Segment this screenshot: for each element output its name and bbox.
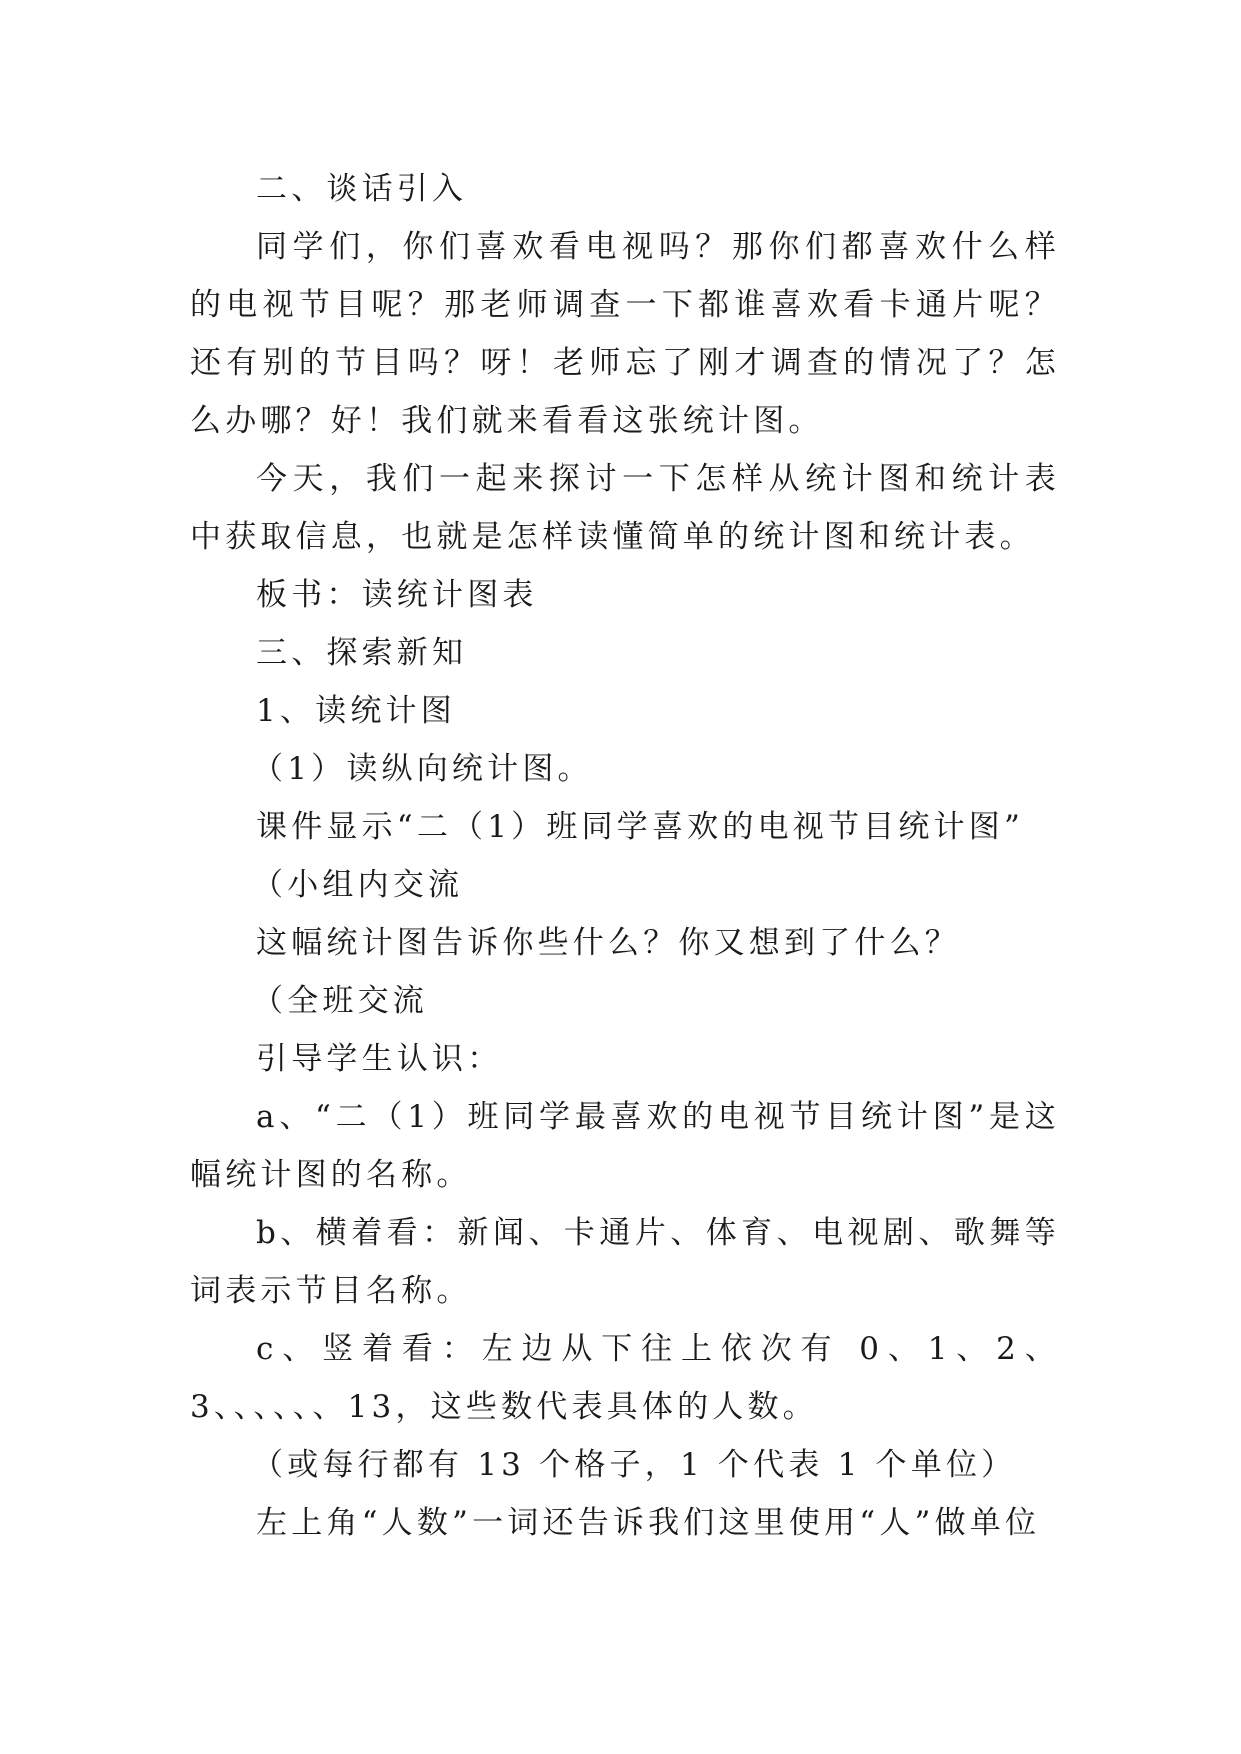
paragraph: a、“二（1）班同学最喜欢的电视节目统计图”是这幅统计图的名称。 bbox=[190, 1099, 1060, 1193]
paragraph: 板书：读统计图表 bbox=[256, 577, 538, 613]
section-heading: 二、谈话引入 bbox=[256, 171, 468, 207]
paragraph: 课件显示“二（1）班同学喜欢的电视节目统计图” bbox=[256, 809, 1025, 845]
paragraph: 同学们，你们喜欢看电视吗？那你们都喜欢什么样的电视节目呢？那老师调查一下都谁喜欢看卡通片呢？还有别的节目吗？呀！老师忘了刚才调查的情况了？怎么办哪？好！我们就来看看这张统计图。 bbox=[190, 229, 1060, 439]
paragraph: b、横着看：新闻、卡通片、体育、电视剧、歌舞等词表示节目名称。 bbox=[190, 1215, 1060, 1309]
paragraph: 今天，我们一起来探讨一下怎样从统计图和统计表中获取信息，也就是怎样读懂简单的统计图和统计表。 bbox=[190, 461, 1060, 555]
paragraph: （或每行都有 13 个格子，1 个代表 1 个单位） bbox=[252, 1447, 1017, 1483]
paragraph: （1）读纵向统计图。 bbox=[252, 751, 593, 787]
section-heading: 三、探索新知 bbox=[256, 635, 468, 671]
document-body bbox=[190, 160, 1060, 1552]
subsection-heading: 1、读统计图 bbox=[256, 693, 456, 729]
paragraph: 这幅统计图告诉你些什么？你又想到了什么？ bbox=[256, 925, 960, 961]
paragraph: 左上角“人数”一词还告诉我们这里使用“人”做单位 bbox=[256, 1505, 1041, 1541]
paragraph: 引导学生认识： bbox=[256, 1041, 503, 1077]
paragraph: （全班交流 bbox=[252, 983, 428, 1019]
paragraph: c、竖着看：左边从下往上依次有 0、1、2、3、、、、、、13，这些数代表具体的人数。 bbox=[190, 1331, 1060, 1425]
paragraph: （小组内交流 bbox=[252, 867, 464, 903]
